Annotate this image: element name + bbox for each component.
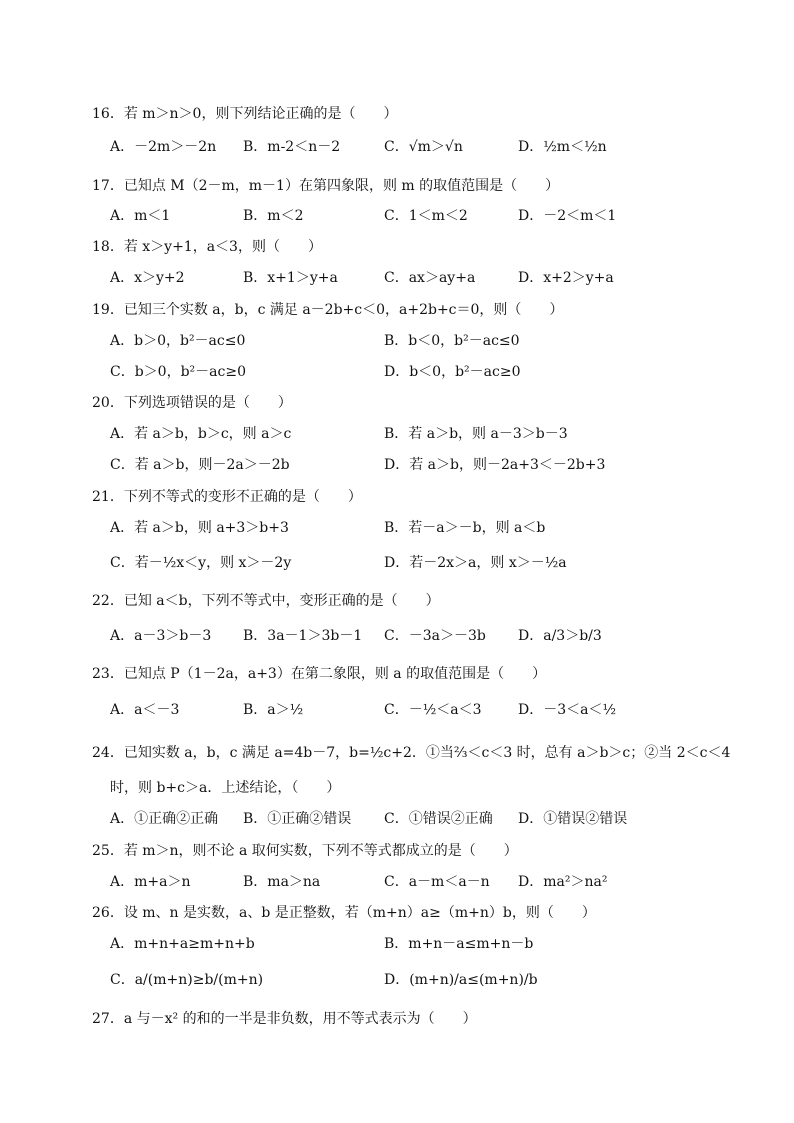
option-d[interactable]: D．ma²＞na² bbox=[518, 874, 608, 890]
option-a[interactable]: A．①正确②正确 bbox=[110, 811, 219, 827]
option-c[interactable]: C．若－½x＜y，则 x＞－2y bbox=[110, 555, 292, 571]
question-19-stem: 19．已知三个实数 a，b，c 满足 a－2b+c＜0，a+2b+c＝0，则（ ） bbox=[92, 302, 564, 318]
option-a[interactable]: A．a－3＞b－3 bbox=[110, 628, 212, 644]
option-a[interactable]: A．m+a＞n bbox=[110, 874, 191, 890]
question-21-stem: 21．下列不等式的变形不正确的是（ ） bbox=[92, 489, 362, 505]
option-b[interactable]: B．a＞½ bbox=[243, 702, 304, 718]
option-b[interactable]: B．若 a＞b，则 a－3＞b－3 bbox=[384, 426, 568, 442]
question-20-options-row2 bbox=[0, 455, 794, 475]
question-26-options-row1 bbox=[0, 934, 794, 954]
option-a[interactable]: A．若 a＞b，b＞c，则 a＞c bbox=[110, 426, 292, 442]
question-24-stem: 24．已知实数 a，b，c 满足 a=4b－7，b=½c+2．①当⅔＜c＜3 时，总有 a＞b＞c；②当 2＜c＜4 bbox=[92, 745, 731, 761]
question-23-stem: 23．已知点 P（1－2a，a+3）在第二象限，则 a 的取值范围是（ ） bbox=[92, 666, 547, 682]
question-17-options bbox=[0, 206, 794, 226]
option-d[interactable]: D．(m+n)/a≤(m+n)/b bbox=[384, 972, 538, 988]
option-c[interactable]: C．ax＞ay+a bbox=[384, 270, 476, 286]
question-25-stem: 25．若 m＞n，则不论 a 取何实数，下列不等式都成立的是（ ） bbox=[92, 843, 518, 859]
option-d[interactable]: D．a/3＞b/3 bbox=[518, 628, 602, 644]
question-22-stem: 22．已知 a＜b，下列不等式中，变形正确的是（ ） bbox=[92, 593, 440, 609]
question-20-options-row1 bbox=[0, 424, 794, 444]
question-25-options bbox=[0, 872, 794, 892]
option-b[interactable]: B．m+n－a≤m+n－b bbox=[384, 936, 534, 952]
option-a[interactable]: A．b＞0，b²－ac≤0 bbox=[110, 333, 246, 349]
question-26-options-row2 bbox=[0, 970, 794, 990]
option-c[interactable]: C．a/(m+n)≥b/(m+n) bbox=[110, 972, 264, 988]
question-26-stem: 26．设 m、n 是实数，a、b 是正整数，若（m+n）a≥（m+n）b，则（ ） bbox=[92, 905, 596, 921]
option-d[interactable]: D．x+2＞y+a bbox=[518, 270, 614, 286]
question-16-stem: 16．若 m＞n＞0，则下列结论正确的是（ ） bbox=[92, 106, 398, 122]
question-22-options bbox=[0, 626, 794, 646]
option-a[interactable]: A．x＞y+2 bbox=[110, 270, 185, 286]
option-d[interactable]: D．①错误②错误 bbox=[518, 811, 628, 827]
option-a[interactable]: A．－2m＞－2n bbox=[110, 139, 217, 155]
option-d[interactable]: D．½m＜½n bbox=[518, 139, 607, 155]
option-a[interactable]: A．m+n+a≥m+n+b bbox=[110, 936, 255, 952]
question-16-options bbox=[0, 137, 794, 157]
option-b[interactable]: B．x+1＞y+a bbox=[243, 270, 338, 286]
option-b[interactable]: B．①正确②错误 bbox=[243, 811, 352, 827]
question-21-options-row1 bbox=[0, 518, 794, 538]
option-b[interactable]: B．ma＞na bbox=[243, 874, 321, 890]
question-27-stem: 27．a 与－x² 的和的一半是非负数，用不等式表示为（ ） bbox=[92, 1011, 477, 1027]
option-b[interactable]: B．若－a＞－b，则 a＜b bbox=[384, 520, 546, 536]
question-18-stem: 18．若 x＞y+1，a＜3，则（ ） bbox=[92, 239, 322, 255]
option-a[interactable]: A．m＜1 bbox=[110, 208, 171, 224]
option-b[interactable]: B．3a－1＞3b－1 bbox=[243, 628, 363, 644]
option-c[interactable]: C．1＜m＜2 bbox=[384, 208, 468, 224]
option-c[interactable]: C．a－m＜a－n bbox=[384, 874, 490, 890]
option-c[interactable]: C．①错误②正确 bbox=[384, 811, 493, 827]
option-b[interactable]: B．m-2＜n－2 bbox=[243, 139, 341, 155]
question-24-options bbox=[0, 809, 794, 829]
option-d[interactable]: D．－2＜m＜1 bbox=[518, 208, 617, 224]
question-19-options-row1 bbox=[0, 331, 794, 351]
option-b[interactable]: B．m＜2 bbox=[243, 208, 304, 224]
question-17-stem: 17．已知点 M（2－m，m－1）在第四象限，则 m 的取值范围是（ ） bbox=[92, 178, 560, 194]
option-b[interactable]: B．b＜0，b²－ac≤0 bbox=[384, 333, 520, 349]
option-d[interactable]: D．若－2x＞a，则 x＞－½a bbox=[384, 555, 567, 571]
question-23-options bbox=[0, 700, 794, 720]
option-d[interactable]: D．b＜0，b²－ac≥0 bbox=[384, 364, 521, 380]
option-a[interactable]: A．若 a＞b，则 a+3＞b+3 bbox=[110, 520, 289, 536]
question-18-options bbox=[0, 268, 794, 288]
option-c[interactable]: C．－½＜a＜3 bbox=[384, 702, 482, 718]
option-c[interactable]: C．b＞0，b²－ac≥0 bbox=[110, 364, 246, 380]
option-d[interactable]: D．－3＜a＜½ bbox=[518, 702, 617, 718]
option-d[interactable]: D．若 a＞b，则－2a+3＜－2b+3 bbox=[384, 457, 606, 473]
option-c[interactable]: C．√m＞√n bbox=[384, 139, 463, 155]
question-19-options-row2 bbox=[0, 362, 794, 382]
option-a[interactable]: A．a＜－3 bbox=[110, 702, 180, 718]
question-24-stem-continued: 时，则 b+c＞a．上述结论，（ ） bbox=[110, 780, 341, 796]
question-20-stem: 20．下列选项错误的是（ ） bbox=[92, 395, 292, 411]
option-c[interactable]: C．若 a＞b，则－2a＞－2b bbox=[110, 457, 290, 473]
option-c[interactable]: C．－3a＞－3b bbox=[384, 628, 486, 644]
question-21-options-row2 bbox=[0, 553, 794, 573]
